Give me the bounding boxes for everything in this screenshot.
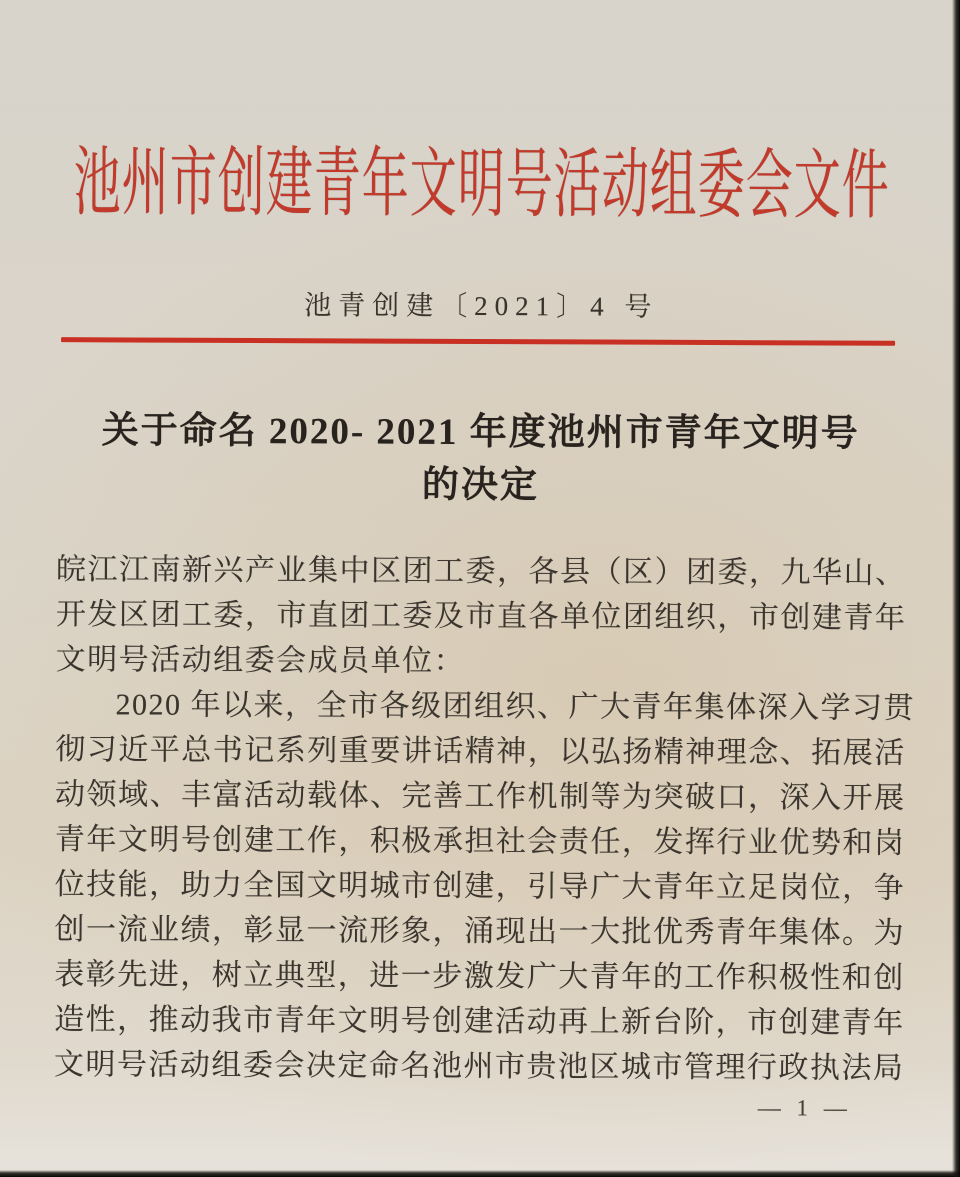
document-number: 池青创建〔2021〕4 号 [304,290,659,322]
body-text-line: 文明号活动组委会决定命名池州市贵池区城市管理行政执法局 [53,1048,905,1085]
red-divider-line [61,337,895,346]
letterhead-title: 池州市创建青年文明号活动组委会文件 [73,141,890,230]
paragraph-main [53,682,916,1091]
body-text-line: 2020 年以来，全市各级团组织、广大青年集体深入学习贯 [115,688,916,725]
document-title-line1: 关于命名 2020- 2021 年度池州市青年文明号 [101,410,860,455]
body-text-line: 皖江江南新兴产业集中区团工委，各县（区）团委，九华山、 [56,553,907,590]
document-title-line2: 的决定 [421,464,540,507]
page-number: — 1 — [757,1095,852,1121]
body-text-line: 青年文明号创建工作，积极承担社会责任，发挥行业优势和岗 [54,823,906,860]
body-text-line: 彻习近平总书记系列重要讲话精神，以弘扬精神理念、拓展活 [55,733,906,770]
paragraph-recipients [56,547,909,686]
body-text-line: 开发区团工委，市直团工委及市直各单位团组织，市创建青年 [55,598,907,635]
document-body [53,547,916,1091]
body-text-line: 文明号活动组委会成员单位： [55,643,466,678]
body-text-line: 创一流业绩，彰显一流形象，涌现出一大批优秀青年集体。为 [54,913,906,950]
body-text-line: 位技能，助力全国文明城市创建，引导广大青年立足岗位，争 [54,868,906,905]
document-title [0,404,960,514]
body-text-line: 动领域、丰富活动载体、完善工作机制等为突破口，深入开展 [55,778,906,815]
body-text-line: 表彰先进，树立典型，进一步激发广大青年的工作积极性和创 [54,958,905,995]
body-text-line: 造性，推动我市青年文明号创建活动再上新台阶，市创建青年 [54,1003,905,1040]
